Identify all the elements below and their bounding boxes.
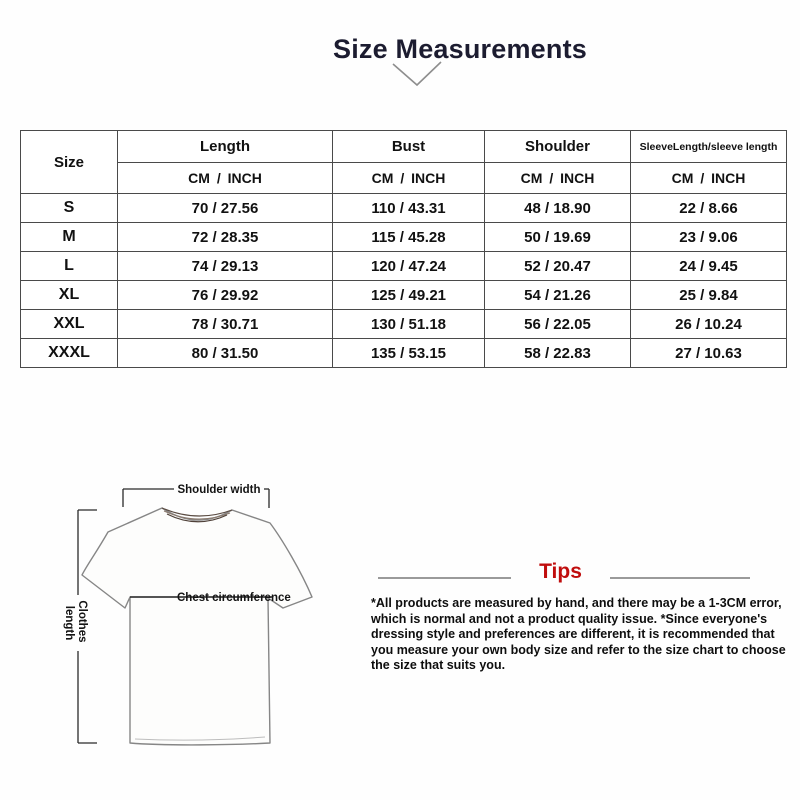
table-row xyxy=(21,252,787,281)
tshirt-diagram xyxy=(50,465,360,765)
table-row xyxy=(21,339,787,368)
size-cell: M xyxy=(21,223,118,252)
header-bust: Bust xyxy=(333,131,485,163)
measurement-cell: 80 / 31.50 xyxy=(118,339,333,368)
size-cell: S xyxy=(21,194,118,223)
size-cell: XL xyxy=(21,281,118,310)
measurement-cell: 54 / 21.26 xyxy=(485,281,631,310)
clothes-length-label xyxy=(63,600,88,645)
table-row xyxy=(21,223,787,252)
chevron-down-icon xyxy=(390,58,445,90)
header-length: Length xyxy=(118,131,333,163)
table-row xyxy=(21,194,787,223)
unit-header-sleeve: CM / INCH xyxy=(631,163,787,194)
clothes-length-label-line1: Clothes xyxy=(76,600,88,643)
measurement-cell: 115 / 45.28 xyxy=(333,223,485,252)
tips-divider-left xyxy=(378,577,511,579)
measurement-cell: 125 / 49.21 xyxy=(333,281,485,310)
measurement-cell: 135 / 53.15 xyxy=(333,339,485,368)
measurement-cell: 110 / 43.31 xyxy=(333,194,485,223)
shoulder-width-label: Shoulder width xyxy=(177,484,261,496)
measurement-cell: 50 / 19.69 xyxy=(485,223,631,252)
measurement-cell: 48 / 18.90 xyxy=(485,194,631,223)
size-cell: XXL xyxy=(21,310,118,339)
table-row xyxy=(21,310,787,339)
header-sleeve: SleeveLength/sleeve length xyxy=(631,131,787,163)
measurement-cell: 25 / 9.84 xyxy=(631,281,787,310)
measurement-cell: 70 / 27.56 xyxy=(118,194,333,223)
measurement-cell: 56 / 22.05 xyxy=(485,310,631,339)
measurement-cell: 22 / 8.66 xyxy=(631,194,787,223)
clothes-length-label-line2: length xyxy=(63,605,75,641)
tips-divider-right xyxy=(610,577,750,579)
size-table-body xyxy=(21,194,787,368)
page-title: Size Measurements xyxy=(332,34,587,64)
measurement-cell: 130 / 51.18 xyxy=(333,310,485,339)
tips-body-text: *All products are measured by hand, and there may be a 1-3CM error, which is normal and not a product quality issue. *Since everyone's dressing style and preferences are different, it is recommended that you measure your own body size and refer to the size chart to choose the size that suits you. xyxy=(371,596,786,672)
measurement-cell: 78 / 30.71 xyxy=(118,310,333,339)
measurement-cell: 58 / 22.83 xyxy=(485,339,631,368)
header-size: Size xyxy=(21,131,118,194)
measurement-cell: 120 / 47.24 xyxy=(333,252,485,281)
header-shoulder: Shoulder xyxy=(485,131,631,163)
tips-heading: Tips xyxy=(539,560,582,583)
measurement-cell: 26 / 10.24 xyxy=(631,310,787,339)
measurement-cell: 27 / 10.63 xyxy=(631,339,787,368)
size-cell: L xyxy=(21,252,118,281)
tips-header xyxy=(370,560,786,590)
size-cell: XXXL xyxy=(21,339,118,368)
measurement-cell: 23 / 9.06 xyxy=(631,223,787,252)
chest-label: Chest circumference xyxy=(177,592,291,604)
measurement-cell: 72 / 28.35 xyxy=(118,223,333,252)
tshirt-outline-icon xyxy=(82,508,312,745)
table-row xyxy=(21,281,787,310)
measurement-cell: 74 / 29.13 xyxy=(118,252,333,281)
measurement-cell: 76 / 29.92 xyxy=(118,281,333,310)
size-table-header xyxy=(21,131,787,194)
measurement-cell: 52 / 20.47 xyxy=(485,252,631,281)
measurement-cell: 24 / 9.45 xyxy=(631,252,787,281)
unit-header-bust: CM / INCH xyxy=(333,163,485,194)
unit-header-length: CM / INCH xyxy=(118,163,333,194)
unit-header-shoulder: CM / INCH xyxy=(485,163,631,194)
size-table xyxy=(20,130,787,368)
